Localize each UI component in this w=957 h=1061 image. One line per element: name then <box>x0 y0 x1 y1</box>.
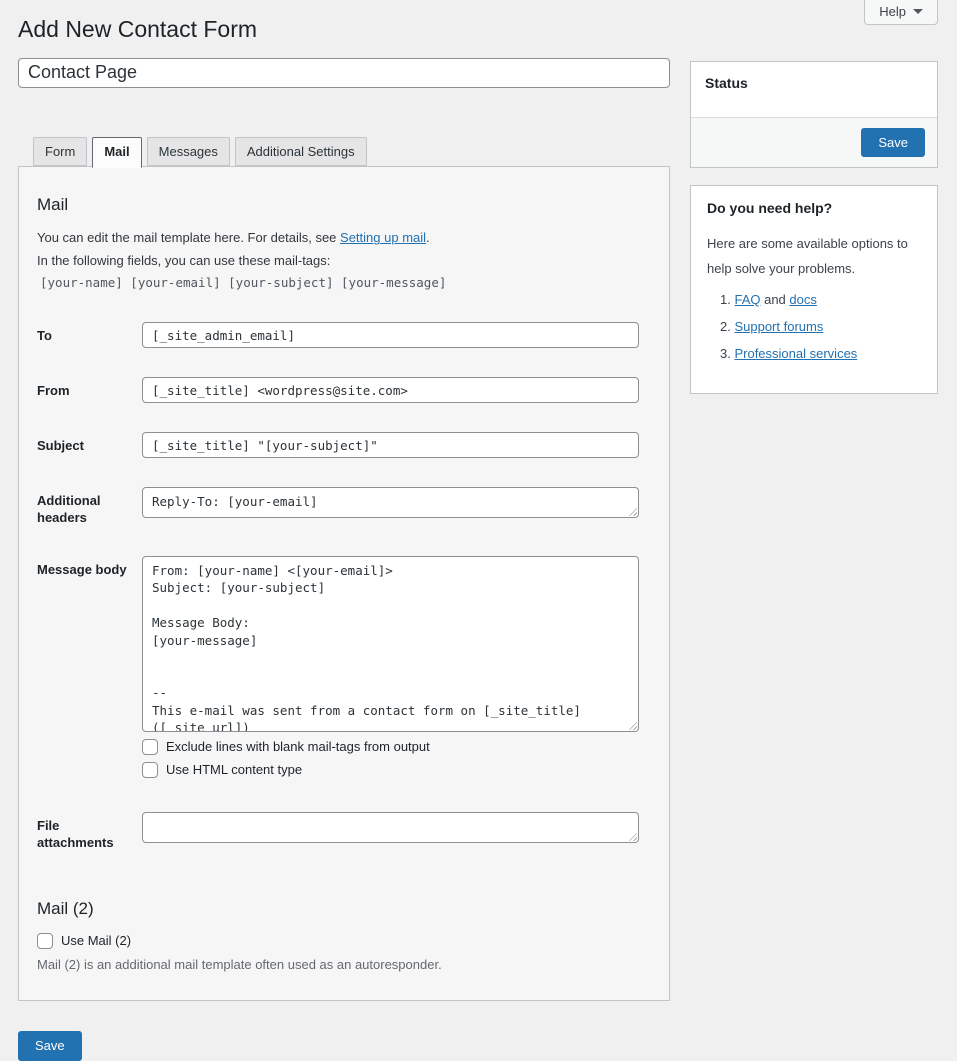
help-list-item <box>720 346 921 361</box>
use-mail2-option[interactable] <box>37 933 639 949</box>
mail-intro-line-2: In the following fields, you can use these mail-tags: <box>37 253 331 269</box>
status-box <box>690 61 938 169</box>
help-list-item <box>720 292 921 307</box>
help-links-list <box>720 292 921 361</box>
file-attachments-textarea[interactable] <box>142 812 639 843</box>
exclude-blank-mail-tags-label: Exclude lines with blank mail-tags from output <box>166 739 430 755</box>
subject-input[interactable] <box>142 432 639 458</box>
help-item-number: 3. <box>720 345 731 361</box>
to-label: To <box>37 328 52 344</box>
setting-up-mail-link[interactable]: Setting up mail <box>340 230 427 246</box>
save-button[interactable]: Save <box>18 1031 82 1061</box>
editor-tabs <box>18 137 670 167</box>
exclude-blank-mail-tags-checkbox[interactable] <box>142 739 158 755</box>
field-row-file-attachments <box>37 812 639 852</box>
use-mail2-label: Use Mail (2) <box>61 933 132 949</box>
help-item-connector: and <box>760 291 790 307</box>
mail-intro-period: . <box>426 230 430 246</box>
tab-additional-settings[interactable]: Additional Settings <box>235 137 367 167</box>
field-row-subject <box>37 432 639 458</box>
faq-link[interactable]: FAQ <box>734 291 761 307</box>
tab-messages[interactable]: Messages <box>147 137 230 167</box>
help-button-label: Help <box>879 4 906 19</box>
need-help-title: Do you need help? <box>707 200 833 217</box>
field-row-to <box>37 322 639 348</box>
message-body-label: Message body <box>37 561 127 577</box>
help-item-number: 1. <box>720 291 731 307</box>
file-attachments-label: File attachments <box>37 817 114 850</box>
to-input[interactable] <box>142 322 639 348</box>
additional-headers-textarea[interactable] <box>142 487 639 518</box>
help-button[interactable] <box>864 0 938 25</box>
page-title: Add New Contact Form <box>18 16 258 42</box>
content-columns <box>18 58 938 1061</box>
professional-services-link[interactable]: Professional services <box>734 345 858 361</box>
field-row-additional-headers <box>37 487 639 527</box>
mail2-heading: Mail (2) <box>37 898 94 918</box>
help-item-number: 2. <box>720 318 731 334</box>
main-column <box>18 58 670 1061</box>
status-box-footer <box>691 117 937 168</box>
mail2-description: Mail (2) is an additional mail template often used as an autoresponder. <box>37 956 442 972</box>
exclude-blank-mail-tags-option[interactable] <box>142 739 639 755</box>
message-body-textarea[interactable] <box>142 556 639 732</box>
use-html-content-type-option[interactable] <box>142 762 639 778</box>
mail-intro-line-1 <box>37 229 639 248</box>
additional-headers-label: Additional headers <box>37 493 101 526</box>
from-label: From <box>37 383 70 399</box>
mail-panel-heading: Mail <box>37 195 69 215</box>
sidebar <box>690 58 938 411</box>
need-help-intro: Here are some available options to help solve your problems. <box>707 236 908 277</box>
mail-intro-text: You can edit the mail template here. For details, see <box>37 230 341 246</box>
chevron-down-icon <box>913 9 923 14</box>
use-html-content-type-label: Use HTML content type <box>166 762 303 778</box>
field-row-message-body <box>37 556 639 732</box>
form-title-input[interactable] <box>18 58 670 88</box>
from-input[interactable] <box>142 377 639 403</box>
tab-mail[interactable]: Mail <box>92 137 141 169</box>
subject-label: Subject <box>37 438 84 454</box>
message-body-options <box>142 739 639 778</box>
docs-link[interactable]: docs <box>789 291 817 307</box>
available-mail-tags: [your-name] [your-email] [your-subject] [your-message] <box>40 275 447 291</box>
support-forums-link[interactable]: Support forums <box>734 318 824 334</box>
use-mail2-checkbox[interactable] <box>37 933 53 949</box>
mail-panel <box>18 166 670 1001</box>
use-html-content-type-checkbox[interactable] <box>142 762 158 778</box>
tab-form[interactable]: Form <box>33 137 87 167</box>
need-help-box <box>690 185 938 393</box>
field-row-from <box>37 377 639 403</box>
help-list-item <box>720 319 921 334</box>
status-box-title: Status <box>705 74 748 91</box>
sidebar-save-button[interactable]: Save <box>861 128 925 158</box>
